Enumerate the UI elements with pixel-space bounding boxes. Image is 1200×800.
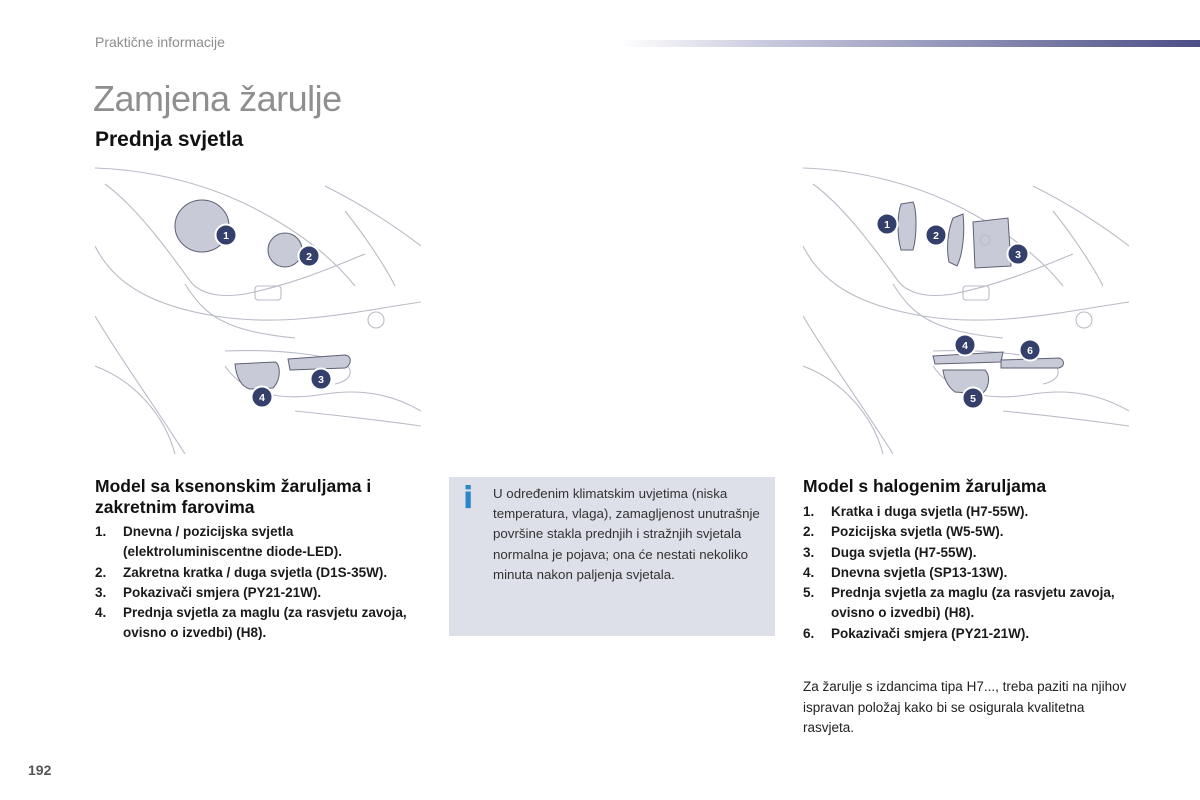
info-icon: i [463,481,474,516]
badge-1 [877,214,898,235]
page-title: Zamjena žarulje [93,78,342,119]
list-item: 5. Prednja svjetla za maglu (za rasvjetu zavoja, ovisno o izvedbi) (H8). [803,585,1115,621]
list-item: 2. Zakretna kratka / duga svjetla (D1S-35W). [95,564,388,580]
badge-4 [252,387,273,408]
list-item: 4. Prednja svjetla za maglu (za rasvjetu zavoja, ovisno o izvedbi) (H8). [95,605,407,641]
svg-text:4: 4 [259,392,265,404]
page-number: 192 [28,762,52,778]
badge-1 [216,225,237,246]
svg-text:1: 1 [223,230,229,242]
svg-text:5: 5 [970,393,976,405]
info-text: U određenim klimatskim uvjetima (niska temperatura, vlaga), zamagljenost unutrašnje površine stakla prednjih i stražnjih svjetala normalna je pojava; ona će nestati nekoliko minuta nakon paljenja svjetala. [493,486,760,582]
header-accent-bar [620,40,1200,47]
list-item: 3. Pokazivači smjera (PY21-21W). [95,584,322,600]
list-item: 6. Pokazivači smjera (PY21-21W). [803,625,1030,641]
xenon-headlight-figure [95,166,421,454]
svg-text:2: 2 [933,230,939,242]
section-label: Praktične informacije [95,34,225,50]
badge-5 [963,388,984,409]
badge-2 [299,246,320,267]
list-item: 3. Duga svjetla (H7-55W). [803,544,977,560]
badge-3 [311,369,332,390]
svg-text:4: 4 [962,340,968,352]
xenon-heading: Model sa ksenonskim žaruljama i zakretnim farovima [95,476,372,517]
badge-4 [955,335,976,356]
list-item: 1. Dnevna / pozicijska svjetla (elektroluminiscentne diode-LED). [95,524,343,560]
halogen-headlight-figure [803,166,1129,454]
h7-note: Za žarulje s izdancima tipa H7..., treba paziti na njihov ispravan položaj kako bi se osigurala kvalitetna rasvjeta. [803,679,1127,735]
svg-text:3: 3 [1015,249,1021,261]
svg-text:6: 6 [1027,345,1033,357]
badge-2 [926,225,947,246]
info-box [449,477,775,636]
xenon-bulb-list [95,522,420,644]
svg-text:3: 3 [318,374,324,386]
section-subtitle: Prednja svjetla [95,128,244,151]
svg-text:2: 2 [306,251,312,263]
list-item: 4. Dnevna svjetla (SP13-13W). [803,564,1008,580]
list-item: 1. Kratka i duga svjetla (H7-55W). [803,504,1029,519]
list-item: 2. Pozicijska svjetla (W5-5W). [803,524,1004,540]
badge-6 [1020,340,1041,361]
halogen-heading: Model s halogenim žaruljama [803,476,1047,496]
svg-text:1: 1 [884,219,890,231]
halogen-bulb-list [803,502,1123,644]
badge-3 [1008,244,1029,265]
